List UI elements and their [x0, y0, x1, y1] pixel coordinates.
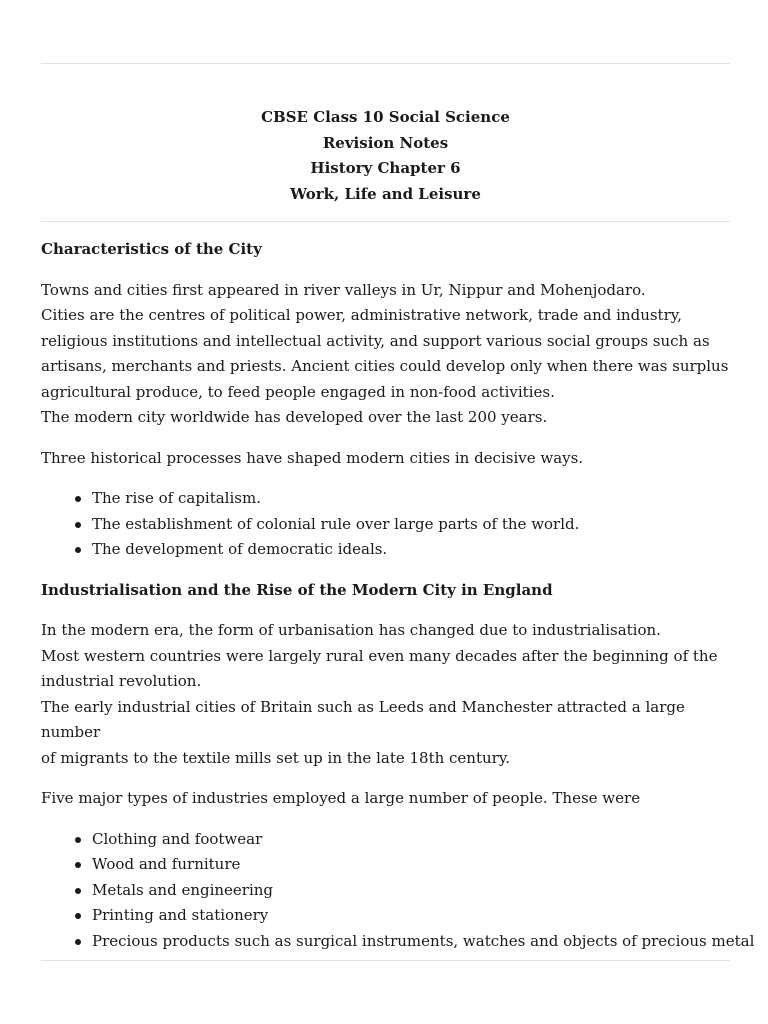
paragraph-industrialisation — [41, 618, 730, 771]
text-line: industrial revolution. — [41, 672, 202, 690]
list-item: The establishment of colonial rule over large parts of the world. — [92, 512, 730, 538]
text-line: The modern city worldwide has developed over the last 200 years. — [41, 408, 548, 426]
text-line: Towns and cities first appeared in river valleys in Ur, Nippur and Mohenjodaro. — [41, 280, 646, 299]
title-line-3: History Chapter 6 — [310, 159, 461, 177]
list-item: The rise of capitalism. — [92, 486, 730, 512]
document-title — [41, 105, 730, 207]
paragraph-city-intro — [41, 278, 730, 431]
list-item: Metals and engineering — [92, 878, 730, 904]
title-line-4: Work, Life and Leisure — [290, 184, 481, 203]
text-line: agricultural produce, to feed people engaged in non-food activities. — [41, 382, 555, 401]
list-item: The development of democratic ideals. — [92, 537, 730, 563]
text-line: religious institutions and intellectual activity, and support various social groups such as — [41, 331, 710, 350]
title-line-1: CBSE Class 10 Social Science — [261, 108, 510, 126]
text-line: Cities are the centres of political power, administrative network, trade and industry, — [41, 306, 683, 324]
paragraph-industries: Five major types of industries employed a large number of people. These were — [41, 789, 641, 807]
text-line: of migrants to the textile mills set up in the late 18th century. — [41, 748, 511, 767]
text-line: Most western countries were largely rural even many decades after the beginning of the — [41, 646, 718, 665]
title-line-2: Revision Notes — [322, 133, 449, 152]
section-heading-city: Characteristics of the City — [41, 240, 262, 258]
industries-list — [41, 827, 755, 955]
list-item: Printing and stationery — [92, 903, 730, 929]
top-divider — [41, 63, 730, 64]
text-line: artisans, merchants and priests. Ancient cities could develop only when there was surplus — [41, 357, 729, 375]
text-line: The early industrial cities of Britain such as Leeds and Manchester attracted a large number — [41, 697, 685, 741]
list-item: Wood and furniture — [92, 852, 730, 878]
bottom-divider — [41, 960, 730, 961]
processes-list — [41, 486, 730, 563]
list-item: Precious products such as surgical instruments, watches and objects of precious metal — [92, 929, 730, 955]
text-line: In the modern era, the form of urbanisation has changed due to industrialisation. — [41, 621, 661, 639]
title-divider — [41, 221, 730, 222]
section-heading-industrialisation: Industrialisation and the Rise of the Modern City in England — [41, 580, 553, 599]
document-body — [41, 237, 755, 969]
paragraph-processes: Three historical processes have shaped modern cities in decisive ways. — [41, 448, 584, 467]
list-item: Clothing and footwear — [92, 827, 730, 853]
